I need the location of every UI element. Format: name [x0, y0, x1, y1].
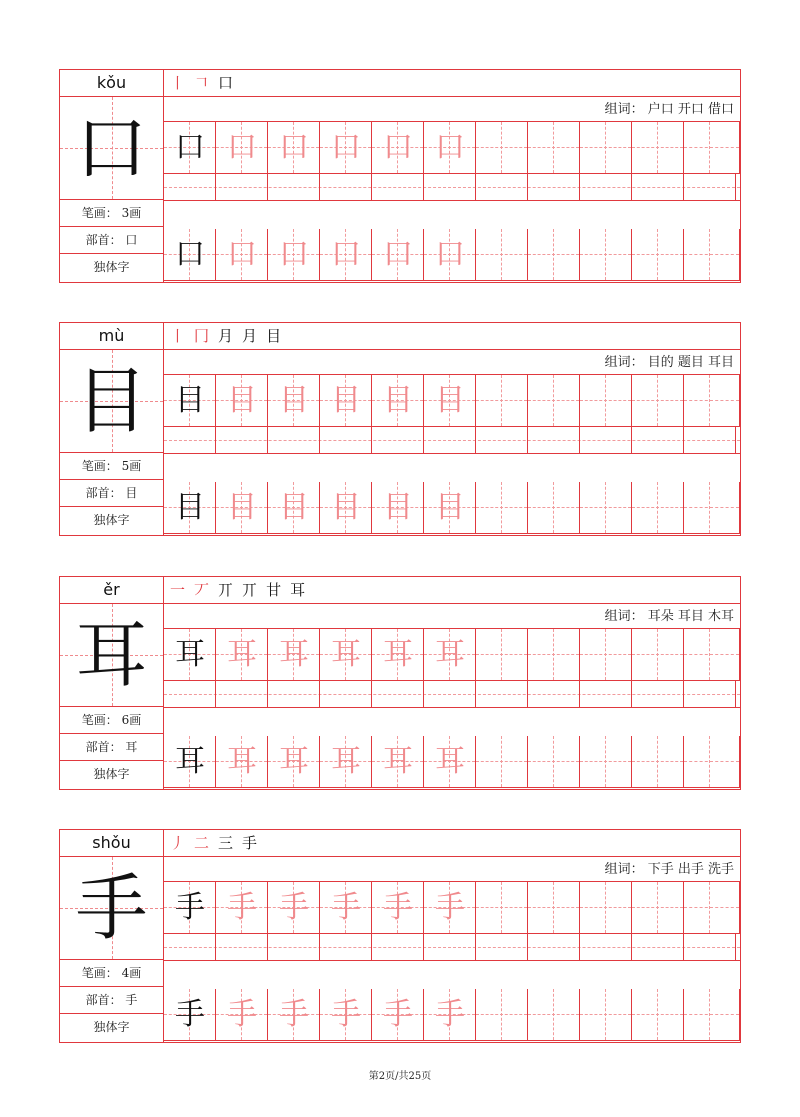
- pinyin: ěr: [60, 577, 163, 604]
- trace-character: 手: [331, 997, 361, 1032]
- practice-cell[interactable]: [580, 375, 632, 427]
- page-number: 第2页/共25页: [368, 1071, 432, 1082]
- practice-cell[interactable]: [164, 736, 216, 788]
- practice-cell[interactable]: [424, 122, 476, 174]
- stroke-count: 笔画： 6画: [60, 707, 163, 734]
- trace-character: 目: [435, 383, 465, 418]
- model-character: 耳: [175, 744, 205, 779]
- practice-cell[interactable]: [216, 229, 268, 281]
- character-info-panel: [59, 322, 164, 536]
- character-card: [59, 829, 741, 1043]
- trace-character: 口: [331, 130, 361, 165]
- practice-cell[interactable]: [164, 375, 216, 427]
- practice-cell[interactable]: [424, 629, 476, 681]
- practice-gap-row: [164, 681, 740, 708]
- practice-row: [164, 482, 740, 562]
- practice-area: [164, 829, 741, 1043]
- large-character: 耳: [75, 613, 148, 697]
- radical: 部首： 口: [60, 227, 163, 254]
- trace-character: 耳: [279, 637, 309, 672]
- practice-cell[interactable]: [476, 229, 528, 281]
- practice-cell[interactable]: [216, 122, 268, 174]
- practice-cell[interactable]: [632, 629, 684, 681]
- pinyin: shǒu: [60, 830, 163, 857]
- practice-cell[interactable]: [372, 882, 424, 934]
- trace-character: 目: [279, 383, 309, 418]
- trace-character: 手: [227, 890, 257, 925]
- practice-cell[interactable]: [528, 736, 580, 788]
- stroke-order: [164, 70, 740, 97]
- stroke-step: 丨: [170, 74, 186, 92]
- large-character: 口: [75, 106, 148, 190]
- practice-cell[interactable]: [580, 882, 632, 934]
- trace-character: 耳: [227, 637, 257, 672]
- practice-cell[interactable]: [684, 229, 740, 281]
- practice-area: [164, 322, 741, 536]
- trace-character: 口: [279, 237, 309, 272]
- trace-character: 目: [383, 490, 413, 525]
- practice-cell[interactable]: [268, 375, 320, 427]
- character-info-panel: [59, 829, 164, 1043]
- stroke-step: 丿: [170, 834, 186, 852]
- practice-cell[interactable]: [476, 375, 528, 427]
- practice-cell[interactable]: [632, 122, 684, 174]
- practice-cell[interactable]: [476, 629, 528, 681]
- practice-cell[interactable]: [268, 229, 320, 281]
- pinyin: kǒu: [60, 70, 163, 97]
- stroke-step: 一: [170, 581, 186, 599]
- practice-cell[interactable]: [320, 122, 372, 174]
- model-character: 口: [175, 130, 205, 165]
- stroke-step: 𠃍: [194, 74, 210, 92]
- practice-gap-row: [164, 934, 740, 961]
- practice-cell[interactable]: [476, 989, 528, 1041]
- large-character-box: [60, 97, 163, 200]
- practice-row: [164, 229, 740, 309]
- practice-cell[interactable]: [580, 482, 632, 534]
- practice-cell[interactable]: [372, 482, 424, 534]
- character-card: [59, 69, 741, 283]
- trace-character: 耳: [435, 637, 465, 672]
- stroke-step: 二: [194, 834, 210, 852]
- trace-character: 口: [227, 237, 257, 272]
- character-card: [59, 322, 741, 536]
- practice-cell[interactable]: [580, 736, 632, 788]
- trace-character: 口: [383, 237, 413, 272]
- practice-area: [164, 576, 741, 790]
- stroke-step: 丌: [218, 581, 234, 599]
- stroke-step: 甘: [266, 581, 282, 599]
- stroke-count: 笔画： 5画: [60, 453, 163, 480]
- practice-cell[interactable]: [320, 229, 372, 281]
- model-character: 手: [175, 997, 205, 1032]
- large-character-box: [60, 857, 163, 960]
- practice-cell[interactable]: [216, 629, 268, 681]
- practice-cell[interactable]: [476, 882, 528, 934]
- trace-character: 目: [227, 490, 257, 525]
- word-examples: 组词： 下手 出手 洗手: [164, 857, 740, 882]
- practice-cell[interactable]: [528, 882, 580, 934]
- stroke-order: [164, 577, 740, 604]
- practice-gap-row: [164, 427, 740, 454]
- model-character: 目: [175, 383, 205, 418]
- trace-character: 目: [331, 383, 361, 418]
- stroke-step: 耳: [290, 581, 306, 599]
- practice-cell[interactable]: [268, 989, 320, 1041]
- practice-cell[interactable]: [164, 122, 216, 174]
- practice-cell[interactable]: [684, 629, 740, 681]
- model-character: 耳: [175, 637, 205, 672]
- radical: 部首： 目: [60, 480, 163, 507]
- trace-character: 手: [383, 890, 413, 925]
- stroke-step: 丆: [194, 581, 210, 599]
- structure: 独体字: [93, 1020, 130, 1034]
- practice-cell[interactable]: [164, 629, 216, 681]
- practice-cell[interactable]: [632, 736, 684, 788]
- character-info-panel: [59, 576, 164, 790]
- practice-cell[interactable]: [684, 122, 740, 174]
- trace-character: 目: [279, 490, 309, 525]
- practice-cell[interactable]: [216, 375, 268, 427]
- stroke-order: [164, 830, 740, 857]
- practice-cell[interactable]: [268, 629, 320, 681]
- structure: 独体字: [93, 260, 130, 274]
- practice-cell[interactable]: [216, 989, 268, 1041]
- word-examples: 组词： 目的 题目 耳目: [164, 350, 740, 375]
- trace-character: 手: [383, 997, 413, 1032]
- model-character: 手: [175, 890, 205, 925]
- stroke-step: 月: [218, 327, 234, 345]
- practice-cell[interactable]: [372, 122, 424, 174]
- trace-character: 手: [331, 890, 361, 925]
- practice-cell[interactable]: [164, 229, 216, 281]
- trace-character: 口: [331, 237, 361, 272]
- practice-cell[interactable]: [684, 375, 740, 427]
- stroke-step: 口: [218, 74, 234, 92]
- practice-cell[interactable]: [216, 736, 268, 788]
- practice-cell[interactable]: [528, 989, 580, 1041]
- practice-cell[interactable]: [528, 229, 580, 281]
- stroke-step: 冂: [194, 327, 210, 345]
- practice-row: [164, 736, 740, 816]
- practice-cell[interactable]: [424, 882, 476, 934]
- stroke-count: 笔画： 3画: [60, 200, 163, 227]
- practice-cell[interactable]: [216, 482, 268, 534]
- trace-character: 手: [227, 997, 257, 1032]
- structure: 独体字: [93, 513, 130, 527]
- practice-cell[interactable]: [268, 882, 320, 934]
- practice-cell[interactable]: [164, 482, 216, 534]
- practice-row: [164, 989, 740, 1069]
- practice-cell[interactable]: [632, 989, 684, 1041]
- practice-cell[interactable]: [476, 736, 528, 788]
- practice-cell[interactable]: [684, 736, 740, 788]
- practice-cell[interactable]: [528, 375, 580, 427]
- practice-cell[interactable]: [268, 122, 320, 174]
- practice-cell[interactable]: [320, 736, 372, 788]
- practice-cell[interactable]: [320, 482, 372, 534]
- trace-character: 手: [435, 997, 465, 1032]
- practice-cell[interactable]: [424, 736, 476, 788]
- trace-character: 目: [383, 383, 413, 418]
- practice-cell[interactable]: [632, 482, 684, 534]
- practice-cell[interactable]: [632, 375, 684, 427]
- practice-cell[interactable]: [372, 229, 424, 281]
- practice-gap-row: [164, 174, 740, 201]
- trace-character: 口: [227, 130, 257, 165]
- practice-cell[interactable]: [424, 375, 476, 427]
- word-examples: 组词： 户口 开口 借口: [164, 97, 740, 122]
- trace-character: 耳: [279, 744, 309, 779]
- stroke-step: 丌: [242, 581, 258, 599]
- trace-character: 目: [435, 490, 465, 525]
- practice-cell[interactable]: [580, 629, 632, 681]
- trace-character: 口: [435, 237, 465, 272]
- practice-cell[interactable]: [320, 629, 372, 681]
- practice-cell[interactable]: [320, 375, 372, 427]
- character-card: [59, 576, 741, 790]
- practice-cell[interactable]: [684, 882, 740, 934]
- practice-cell[interactable]: [424, 229, 476, 281]
- stroke-count: 笔画： 4画: [60, 960, 163, 987]
- practice-cell[interactable]: [528, 629, 580, 681]
- practice-cell[interactable]: [684, 482, 740, 534]
- practice-cell[interactable]: [164, 882, 216, 934]
- radical: 部首： 耳: [60, 734, 163, 761]
- practice-cell[interactable]: [580, 229, 632, 281]
- practice-cell[interactable]: [216, 882, 268, 934]
- trace-character: 耳: [383, 637, 413, 672]
- practice-cell[interactable]: [372, 736, 424, 788]
- stroke-step: 目: [266, 327, 282, 345]
- practice-cell[interactable]: [268, 736, 320, 788]
- model-character: 目: [175, 490, 205, 525]
- practice-cell[interactable]: [632, 229, 684, 281]
- character-info-panel: [59, 69, 164, 283]
- practice-cell[interactable]: [372, 375, 424, 427]
- trace-character: 耳: [383, 744, 413, 779]
- trace-character: 手: [279, 890, 309, 925]
- large-character-box: [60, 350, 163, 453]
- stroke-step: 丨: [170, 327, 186, 345]
- trace-character: 口: [279, 130, 309, 165]
- practice-cell[interactable]: [424, 989, 476, 1041]
- trace-character: 耳: [331, 637, 361, 672]
- large-character: 目: [75, 359, 148, 443]
- large-character-box: [60, 604, 163, 707]
- practice-cell[interactable]: [580, 122, 632, 174]
- stroke-order: [164, 323, 740, 350]
- trace-character: 口: [435, 130, 465, 165]
- trace-character: 耳: [331, 744, 361, 779]
- practice-cell[interactable]: [528, 122, 580, 174]
- pinyin: mù: [60, 323, 163, 350]
- practice-cell[interactable]: [320, 989, 372, 1041]
- word-examples: 组词： 耳朵 耳目 木耳: [164, 604, 740, 629]
- radical: 部首： 手: [60, 987, 163, 1014]
- practice-area: [164, 69, 741, 283]
- trace-character: 耳: [227, 744, 257, 779]
- trace-character: 手: [279, 997, 309, 1032]
- trace-character: 目: [227, 383, 257, 418]
- practice-cell[interactable]: [424, 482, 476, 534]
- practice-cell[interactable]: [528, 482, 580, 534]
- stroke-step: 手: [242, 834, 258, 852]
- practice-cell[interactable]: [372, 629, 424, 681]
- large-character: 手: [75, 866, 148, 950]
- practice-cell[interactable]: [268, 482, 320, 534]
- practice-cell[interactable]: [580, 989, 632, 1041]
- model-character: 口: [175, 237, 205, 272]
- practice-cell[interactable]: [320, 882, 372, 934]
- stroke-step: 三: [218, 834, 234, 852]
- practice-cell[interactable]: [476, 122, 528, 174]
- practice-cell[interactable]: [684, 989, 740, 1041]
- structure: 独体字: [93, 767, 130, 781]
- practice-cell[interactable]: [372, 989, 424, 1041]
- practice-cell[interactable]: [632, 882, 684, 934]
- practice-cell[interactable]: [476, 482, 528, 534]
- stroke-step: 月: [242, 327, 258, 345]
- trace-character: 耳: [435, 744, 465, 779]
- trace-character: 目: [331, 490, 361, 525]
- trace-character: 手: [435, 890, 465, 925]
- practice-cell[interactable]: [164, 989, 216, 1041]
- trace-character: 口: [383, 130, 413, 165]
